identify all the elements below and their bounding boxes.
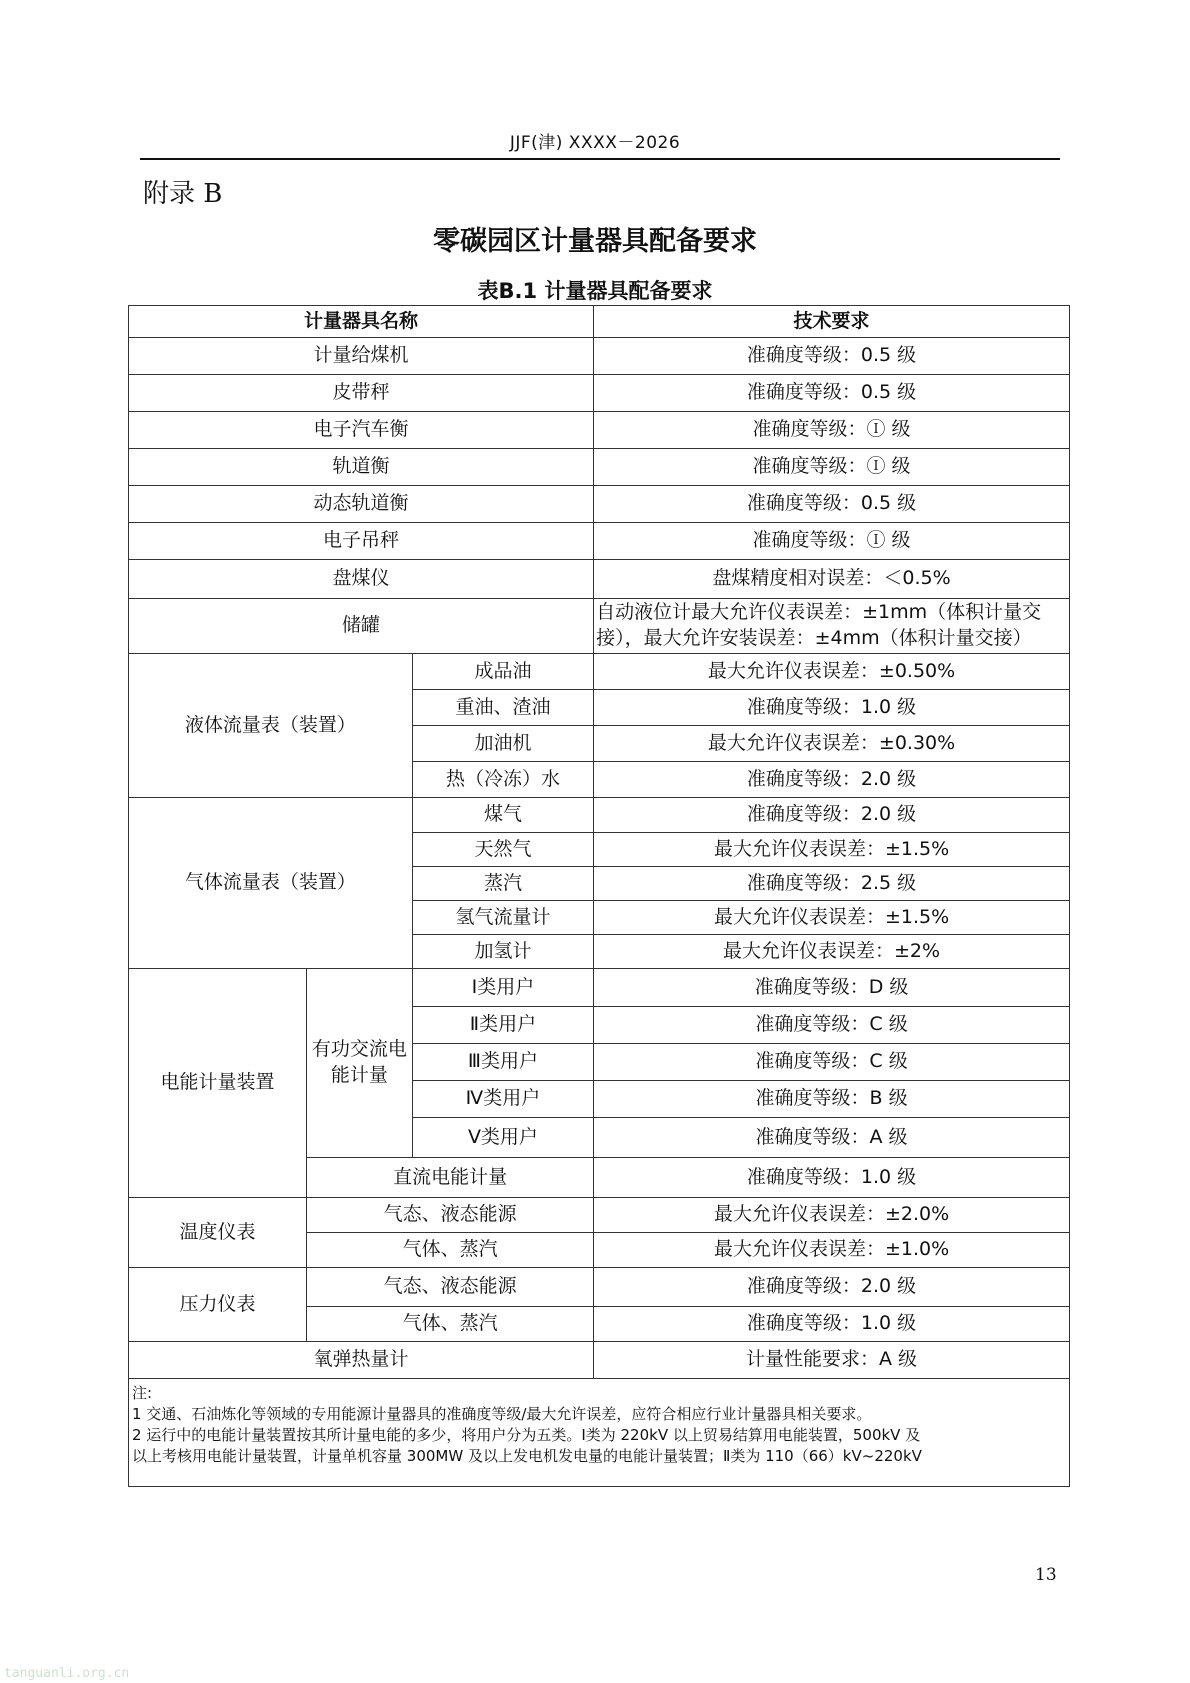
technical-requirement: 准确度等级：2.0 级: [594, 1268, 1070, 1307]
note-2-line-1: 2 运行中的电能计量装置按其所计量电能的多少，将用户分为五类。Ⅰ类为 220kV 以上贸易结算用电能装置，500kV 及: [132, 1426, 921, 1444]
table-row: [129, 798, 1070, 833]
table-caption: 表B.1 计量器具配备要求: [477, 279, 713, 303]
sub-group-name: 有功交流电能计量: [307, 969, 413, 1158]
table-notes: [129, 1379, 1070, 1487]
technical-requirement: 最大允许仪表误差：±0.30%: [594, 726, 1070, 762]
group-name: 温度仪表: [129, 1198, 307, 1268]
table-row: [129, 1268, 1070, 1307]
technical-requirement: 最大允许仪表误差：±0.50%: [594, 654, 1070, 690]
column-header-name: 计量器具名称: [129, 306, 594, 338]
instrument-name: 氧弹热量计: [129, 1342, 594, 1379]
instrument-name: 气态、液态能源: [307, 1268, 594, 1307]
technical-requirement: 计量性能要求：A 级: [594, 1342, 1070, 1379]
table-row: [129, 1342, 1070, 1379]
table-row: [129, 654, 1070, 690]
technical-requirement: 准确度等级：A 级: [594, 1118, 1070, 1158]
instrument-name: 气态、液态能源: [307, 1198, 594, 1233]
header-divider: [140, 158, 1060, 160]
technical-requirement: 准确度等级：B 级: [594, 1081, 1070, 1118]
instrument-name: 计量给煤机: [129, 338, 594, 375]
table-row: [129, 599, 1070, 654]
technical-requirement: 准确度等级：D 级: [594, 969, 1070, 1007]
instrument-name: 成品油: [412, 654, 593, 690]
instrument-name: 电子汽车衡: [129, 412, 594, 449]
technical-requirement: 准确度等级：2.0 级: [594, 762, 1070, 798]
technical-requirement: 准确度等级：Ⓘ 级: [594, 412, 1070, 449]
notes-row: [129, 1379, 1070, 1487]
technical-requirement: 准确度等级：Ⓘ 级: [594, 449, 1070, 486]
document-code: JJF(津) XXXX－2026: [509, 133, 681, 153]
instrument-name: 加氢计: [412, 935, 593, 969]
technical-requirement: 准确度等级：0.5 级: [594, 486, 1070, 523]
technical-requirement: 准确度等级：0.5 级: [594, 338, 1070, 375]
technical-requirement: 最大允许仪表误差：±1.0%: [594, 1233, 1070, 1268]
instrument-name: Ⅲ类用户: [412, 1044, 593, 1081]
table-row: [129, 412, 1070, 449]
instrument-name: 热（冷冻）水: [412, 762, 593, 798]
page-title: 零碳园区计量器具配备要求: [433, 226, 757, 257]
note-2-line-2: 以上考核用电能计量装置，计量单机容量 300MW 及以上发电机发电量的电能计量装置；Ⅱ类为 110（66）kV~220kV: [132, 1447, 922, 1465]
table-row: [129, 969, 1070, 1007]
appendix-label: 附录 B: [143, 179, 223, 209]
notes-label: 注:: [132, 1384, 153, 1402]
instrument-name: Ⅱ类用户: [412, 1007, 593, 1044]
table-row: [129, 1198, 1070, 1233]
instrument-name: Ⅴ类用户: [412, 1118, 593, 1158]
instrument-name: 轨道衡: [129, 449, 594, 486]
instrument-name: 煤气: [412, 798, 593, 833]
instrument-name: Ⅳ类用户: [412, 1081, 593, 1118]
technical-requirement: 准确度等级：C 级: [594, 1007, 1070, 1044]
technical-requirement: 准确度等级：2.5 级: [594, 867, 1070, 901]
watermark-url: tanguanli.org.cn: [4, 1666, 130, 1681]
instrument-name: 氢气流量计: [412, 901, 593, 935]
column-header-requirement: 技术要求: [594, 306, 1070, 338]
instrument-name: 蒸汽: [412, 867, 593, 901]
group-name: 气体流量表（装置）: [129, 798, 413, 969]
instrument-name: 动态轨道衡: [129, 486, 594, 523]
instrument-name: 气体、蒸汽: [307, 1307, 594, 1342]
instrument-name: 电子吊秤: [129, 523, 594, 560]
technical-requirement: 最大允许仪表误差：±2%: [594, 935, 1070, 969]
technical-requirement: 最大允许仪表误差：±1.5%: [594, 901, 1070, 935]
technical-requirement: 准确度等级：1.0 级: [594, 1307, 1070, 1342]
technical-requirement: 最大允许仪表误差：±1.5%: [594, 833, 1070, 867]
instrument-name: 加油机: [412, 726, 593, 762]
technical-requirement: 最大允许仪表误差：±2.0%: [594, 1198, 1070, 1233]
group-name: 液体流量表（装置）: [129, 654, 413, 798]
instrument-name: 重油、渣油: [412, 690, 593, 726]
table-row: [129, 523, 1070, 560]
technical-requirement: 准确度等级：0.5 级: [594, 375, 1070, 412]
instrument-name: 皮带秤: [129, 375, 594, 412]
instrument-name: Ⅰ类用户: [412, 969, 593, 1007]
table-header-row: [129, 306, 1070, 338]
technical-requirement: 准确度等级：1.0 级: [594, 690, 1070, 726]
table-row: [129, 375, 1070, 412]
note-1: 1 交通、石油炼化等领域的专用能源计量器具的准确度等级/最大允许误差，应符合相应行业计量器具相关要求。: [132, 1405, 872, 1423]
instrument-name: 气体、蒸汽: [307, 1233, 594, 1268]
instrument-name: 储罐: [129, 599, 594, 654]
instrument-name: 直流电能计量: [307, 1158, 594, 1198]
group-name: 电能计量装置: [129, 969, 307, 1198]
technical-requirement: 准确度等级：2.0 级: [594, 798, 1070, 833]
page-number: 13: [1035, 1565, 1057, 1585]
table-row: [129, 338, 1070, 375]
instrument-name: 天然气: [412, 833, 593, 867]
group-name: 压力仪表: [129, 1268, 307, 1342]
technical-requirement: 准确度等级：Ⓘ 级: [594, 523, 1070, 560]
requirements-table: [128, 305, 1070, 1487]
technical-requirement: 准确度等级：C 级: [594, 1044, 1070, 1081]
table-row: [129, 560, 1070, 599]
instrument-name: 盘煤仪: [129, 560, 594, 599]
technical-requirement: 盘煤精度相对误差：＜0.5%: [594, 560, 1070, 599]
technical-requirement: 自动液位计最大允许仪表误差：±1mm（体积计量交接），最大允许安装误差：±4mm（体积计量交接）: [594, 599, 1070, 654]
table-row: [129, 486, 1070, 523]
table-row: [129, 449, 1070, 486]
technical-requirement: 准确度等级：1.0 级: [594, 1158, 1070, 1198]
